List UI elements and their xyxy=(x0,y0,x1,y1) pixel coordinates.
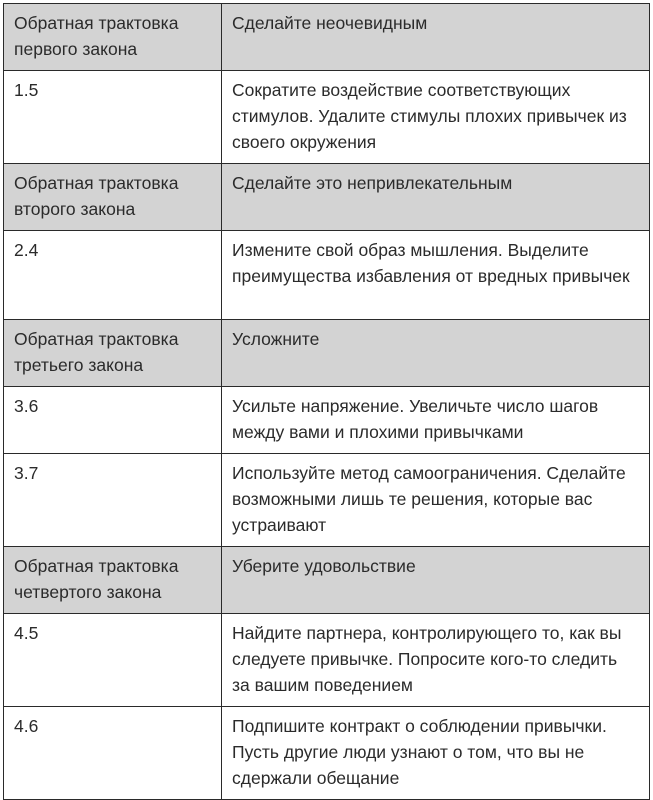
item-number: 4.5 xyxy=(4,614,222,707)
table-row xyxy=(4,707,650,800)
table-row xyxy=(4,614,650,707)
law-action: Сделайте это непривлекательным xyxy=(222,164,650,231)
item-description: Измените свой образ мышления. Выделите преимущества избавления от вредных привычек xyxy=(222,231,650,320)
law-row-2 xyxy=(4,164,650,231)
item-description: Сократите воздействие соответствующих стимулов. Удалите стимулы плохих привычек из своего окружения xyxy=(222,71,650,164)
law-row-3 xyxy=(4,320,650,387)
law-title: Обратная трактовка первого закона xyxy=(4,4,222,71)
law-title: Обратная трактовка второго закона xyxy=(4,164,222,231)
law-action: Сделайте неочевидным xyxy=(222,4,650,71)
table-row xyxy=(4,454,650,547)
item-number: 2.4 xyxy=(4,231,222,320)
law-action: Усложните xyxy=(222,320,650,387)
item-description: Используйте метод самоограничения. Сделайте возможными лишь те решения, которые вас устраивают xyxy=(222,454,650,547)
law-row-4 xyxy=(4,547,650,614)
table-row xyxy=(4,387,650,454)
law-action: Уберите удовольствие xyxy=(222,547,650,614)
table-row xyxy=(4,71,650,164)
item-description: Усильте напряжение. Увеличьте число шагов между вами и плохими привычками xyxy=(222,387,650,454)
law-title: Обратная трактовка четвертого закона xyxy=(4,547,222,614)
item-description: Подпишите контракт о соблюдении привычки. Пусть другие люди узнают о том, что вы не сдержали обещание xyxy=(222,707,650,800)
table-row xyxy=(4,231,650,320)
item-description: Найдите партнера, контролирующего то, как вы следуете привычке. Попросите кого-то следить за вашим поведением xyxy=(222,614,650,707)
law-row-1 xyxy=(4,4,650,71)
item-number: 1.5 xyxy=(4,71,222,164)
item-number: 4.6 xyxy=(4,707,222,800)
item-number: 3.6 xyxy=(4,387,222,454)
habit-laws-table xyxy=(3,3,650,800)
item-number: 3.7 xyxy=(4,454,222,547)
law-title: Обратная трактовка третьего закона xyxy=(4,320,222,387)
